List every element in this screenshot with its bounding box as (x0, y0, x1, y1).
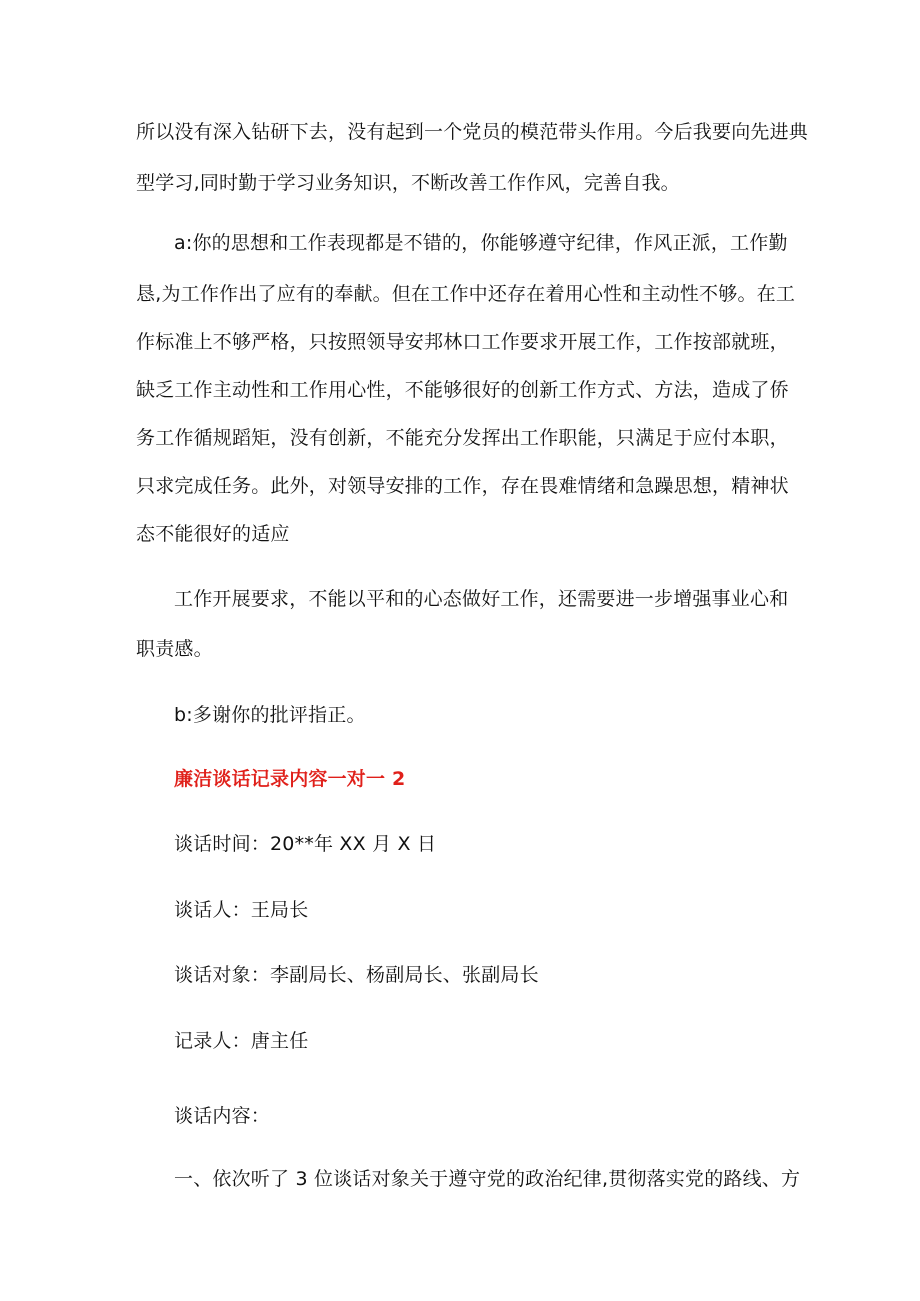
body-text-line: 务工作循规蹈矩，没有创新，不能充分发挥出工作职能，只满足于应付本职， (136, 427, 789, 449)
record-time: 谈话时间：20**年 XX 月 X 日 (174, 833, 437, 855)
body-text-line: 职责感。 (136, 638, 213, 660)
record-speaker: 谈话人：王局长 (174, 899, 309, 921)
body-text-line: 缺乏工作主动性和工作用心性，不能够很好的创新工作方式、方法，造成了侨 (136, 379, 789, 401)
body-text-line: 态不能很好的适应 (136, 523, 290, 545)
body-text-line: 型学习,同时勤于学习业务知识，不断改善工作作风，完善自我。 (136, 172, 680, 194)
record-content-label: 谈话内容： (174, 1105, 271, 1127)
body-text-line: 恳,为工作作出了应有的奉献。但在工作中还存在着用心性和主动性不够。在工 (136, 283, 796, 305)
body-text-line: 作标准上不够严格，只按照领导安邦林口工作要求开展工作，工作按部就班， (136, 331, 789, 353)
body-text-line: 所以没有深入钻研下去，没有起到一个党员的模范带头作用。今后我要向先进典 (136, 121, 809, 143)
record-recorder: 记录人：唐主任 (174, 1030, 309, 1052)
body-text-line: 一、依次听了 3 位谈话对象关于遵守党的政治纪律,贯彻落实党的路线、方 (174, 1168, 801, 1190)
body-text-line: 只求完成任务。此外，对领导安排的工作，存在畏难情绪和急躁思想，精神状 (136, 475, 789, 497)
section-heading: 廉洁谈话记录内容一对一 2 (174, 768, 406, 790)
body-text-line: 工作开展要求，不能以平和的心态做好工作，还需要进一步增强事业心和 (174, 588, 789, 610)
body-text-line: b:多谢你的批评指正。 (174, 704, 366, 726)
record-targets: 谈话对象：李副局长、杨副局长、张副局长 (174, 964, 539, 986)
body-text-line: a:你的思想和工作表现都是不错的，你能够遵守纪律，作风正派，工作勤 (174, 232, 788, 254)
